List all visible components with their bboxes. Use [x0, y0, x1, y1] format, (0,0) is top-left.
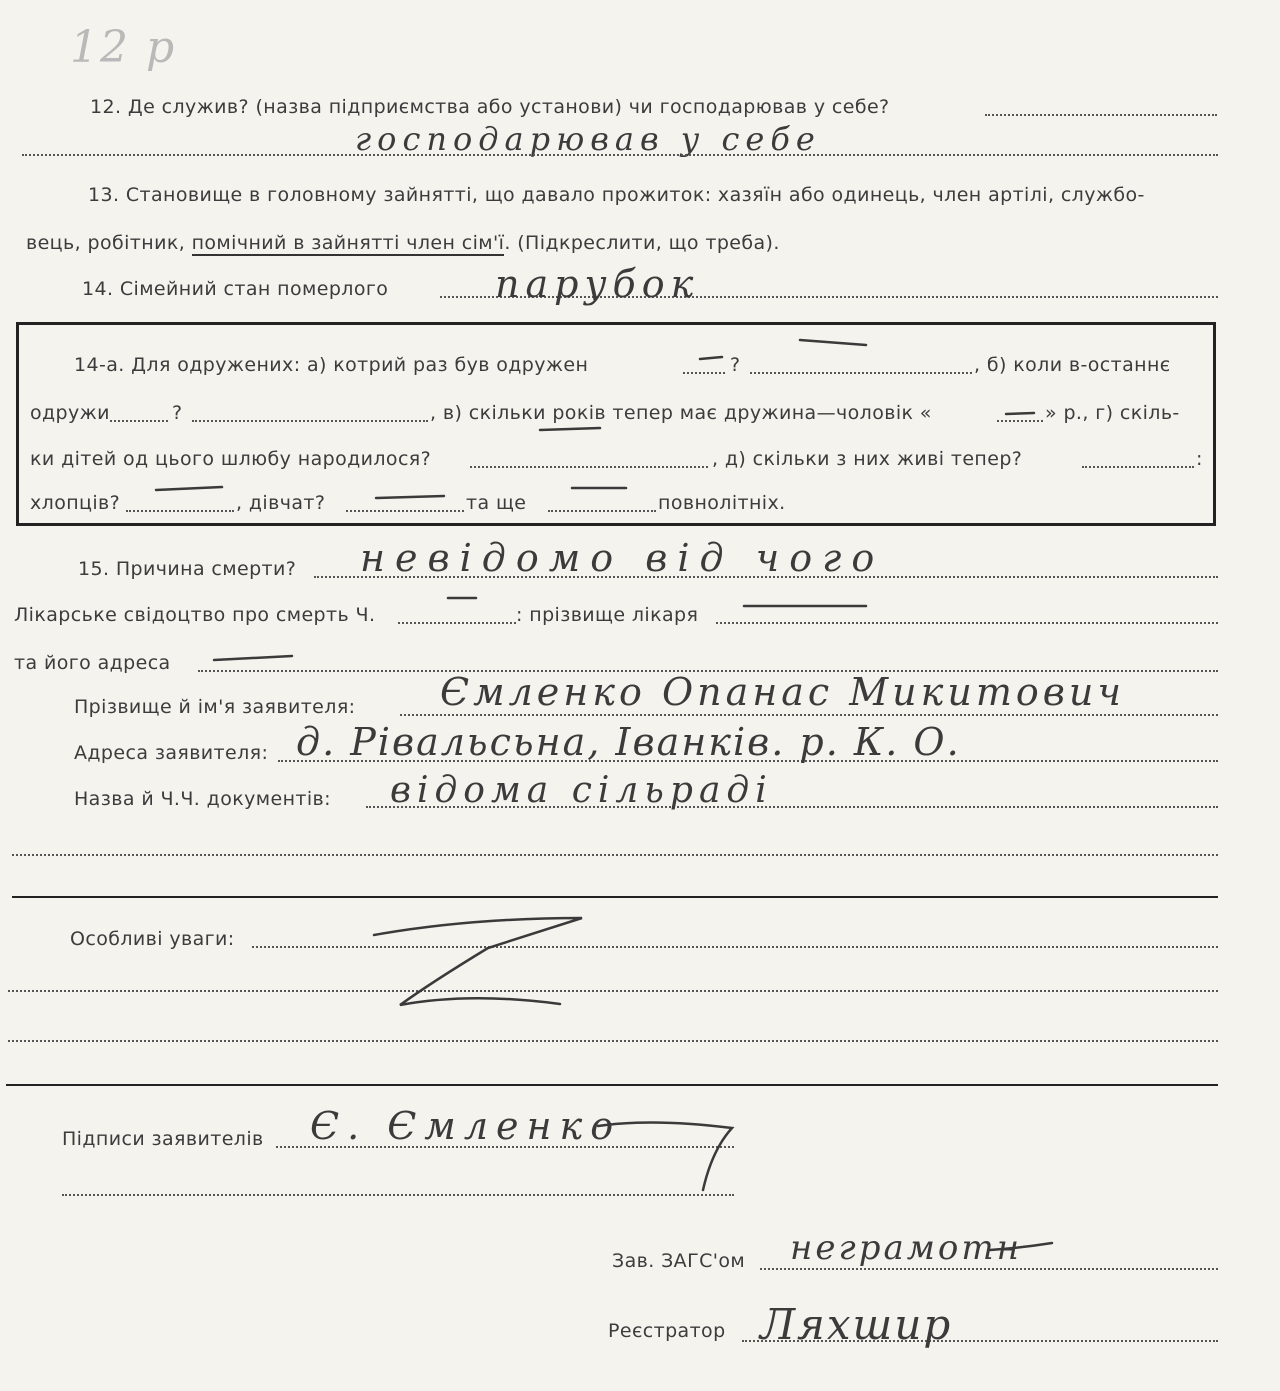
- applicant-signature-label: Підписи заявителів: [62, 1128, 264, 1150]
- q14a-line4-b: , дівчат?: [236, 492, 326, 514]
- q15-answer: невідомо від чого: [360, 536, 885, 580]
- applicant-address-value: д. Рівальсьна, Іванків. р. К. О.: [296, 720, 961, 764]
- q14a-line3-a: ки дітей од цього шлюбу народилося?: [30, 448, 432, 470]
- applicant-signature-value: Є. Ємленко: [310, 1104, 622, 1148]
- margin-note: 12 р: [70, 22, 177, 73]
- q14a-line2-q: ?: [172, 402, 183, 424]
- married-section-box: [16, 322, 1216, 526]
- registrar-signature: Ляхшир: [760, 1300, 953, 1349]
- zags-head-value: неграмотн: [790, 1228, 1023, 1268]
- q12-label: 12. Де служив? (назва підприємства або установи) чи господарював у себе?: [90, 96, 890, 118]
- q13-underlined-option: помічний в зайнятті член сім'ї: [191, 232, 505, 254]
- q12-answer: господарював у себе: [355, 120, 821, 158]
- registrar-label: Реєстратор: [608, 1320, 726, 1342]
- q14a-line1-q: ?: [730, 354, 741, 376]
- documents-label: Назва й Ч.Ч. документів:: [74, 788, 331, 810]
- certificate-label: Лікарське свідоцтво про смерть Ч.: [14, 604, 376, 626]
- q14-answer: парубок: [495, 262, 700, 306]
- q14a-line3-b: , д) скільки з них живі тепер?: [712, 448, 1023, 470]
- applicant-name-label: Прізвище й ім'я заявителя:: [74, 696, 356, 718]
- documents-value: відома сільраді: [390, 770, 773, 811]
- applicant-name-value: Ємленко Опанас Микитович: [440, 670, 1125, 714]
- q14-label: 14. Сімейний стан померлого: [82, 278, 389, 300]
- zags-head-label: Зав. ЗАГС'ом: [612, 1250, 746, 1272]
- q14a-line1-a: 14-а. Для одружених: а) котрий раз був одружен: [74, 354, 589, 376]
- q14a-line4-c: та ще: [466, 492, 527, 514]
- applicant-address-label: Адреса заявителя:: [74, 742, 269, 764]
- q14a-line1-b: , б) коли в-останнє: [974, 354, 1171, 376]
- doctor-label: : прізвище лікаря: [516, 604, 699, 626]
- q14a-line2-c: » р., г) скіль-: [1045, 402, 1180, 424]
- q15-label: 15. Причина смерти?: [78, 558, 297, 580]
- q14a-line4-a: хлопців?: [30, 492, 121, 514]
- q14a-line4-d: повнолітніх.: [658, 492, 786, 514]
- q14a-line3-c: :: [1196, 448, 1203, 470]
- q13-line1: 13. Становище в головному зайнятті, що давало прожиток: хазяїн або одинець, член артілі, службо-: [88, 184, 1145, 206]
- q14a-line2-a: одружи: [30, 402, 110, 424]
- q13-line2: вець, робітник, помічний в зайнятті член сім'ї. (Підкреслити, що треба).: [26, 232, 780, 254]
- remarks-label: Особливі уваги:: [70, 928, 235, 950]
- address-label: та його адреса: [14, 652, 171, 674]
- q14a-line2-b: , в) скільки років тепер має дружина—чоловік «: [430, 402, 932, 424]
